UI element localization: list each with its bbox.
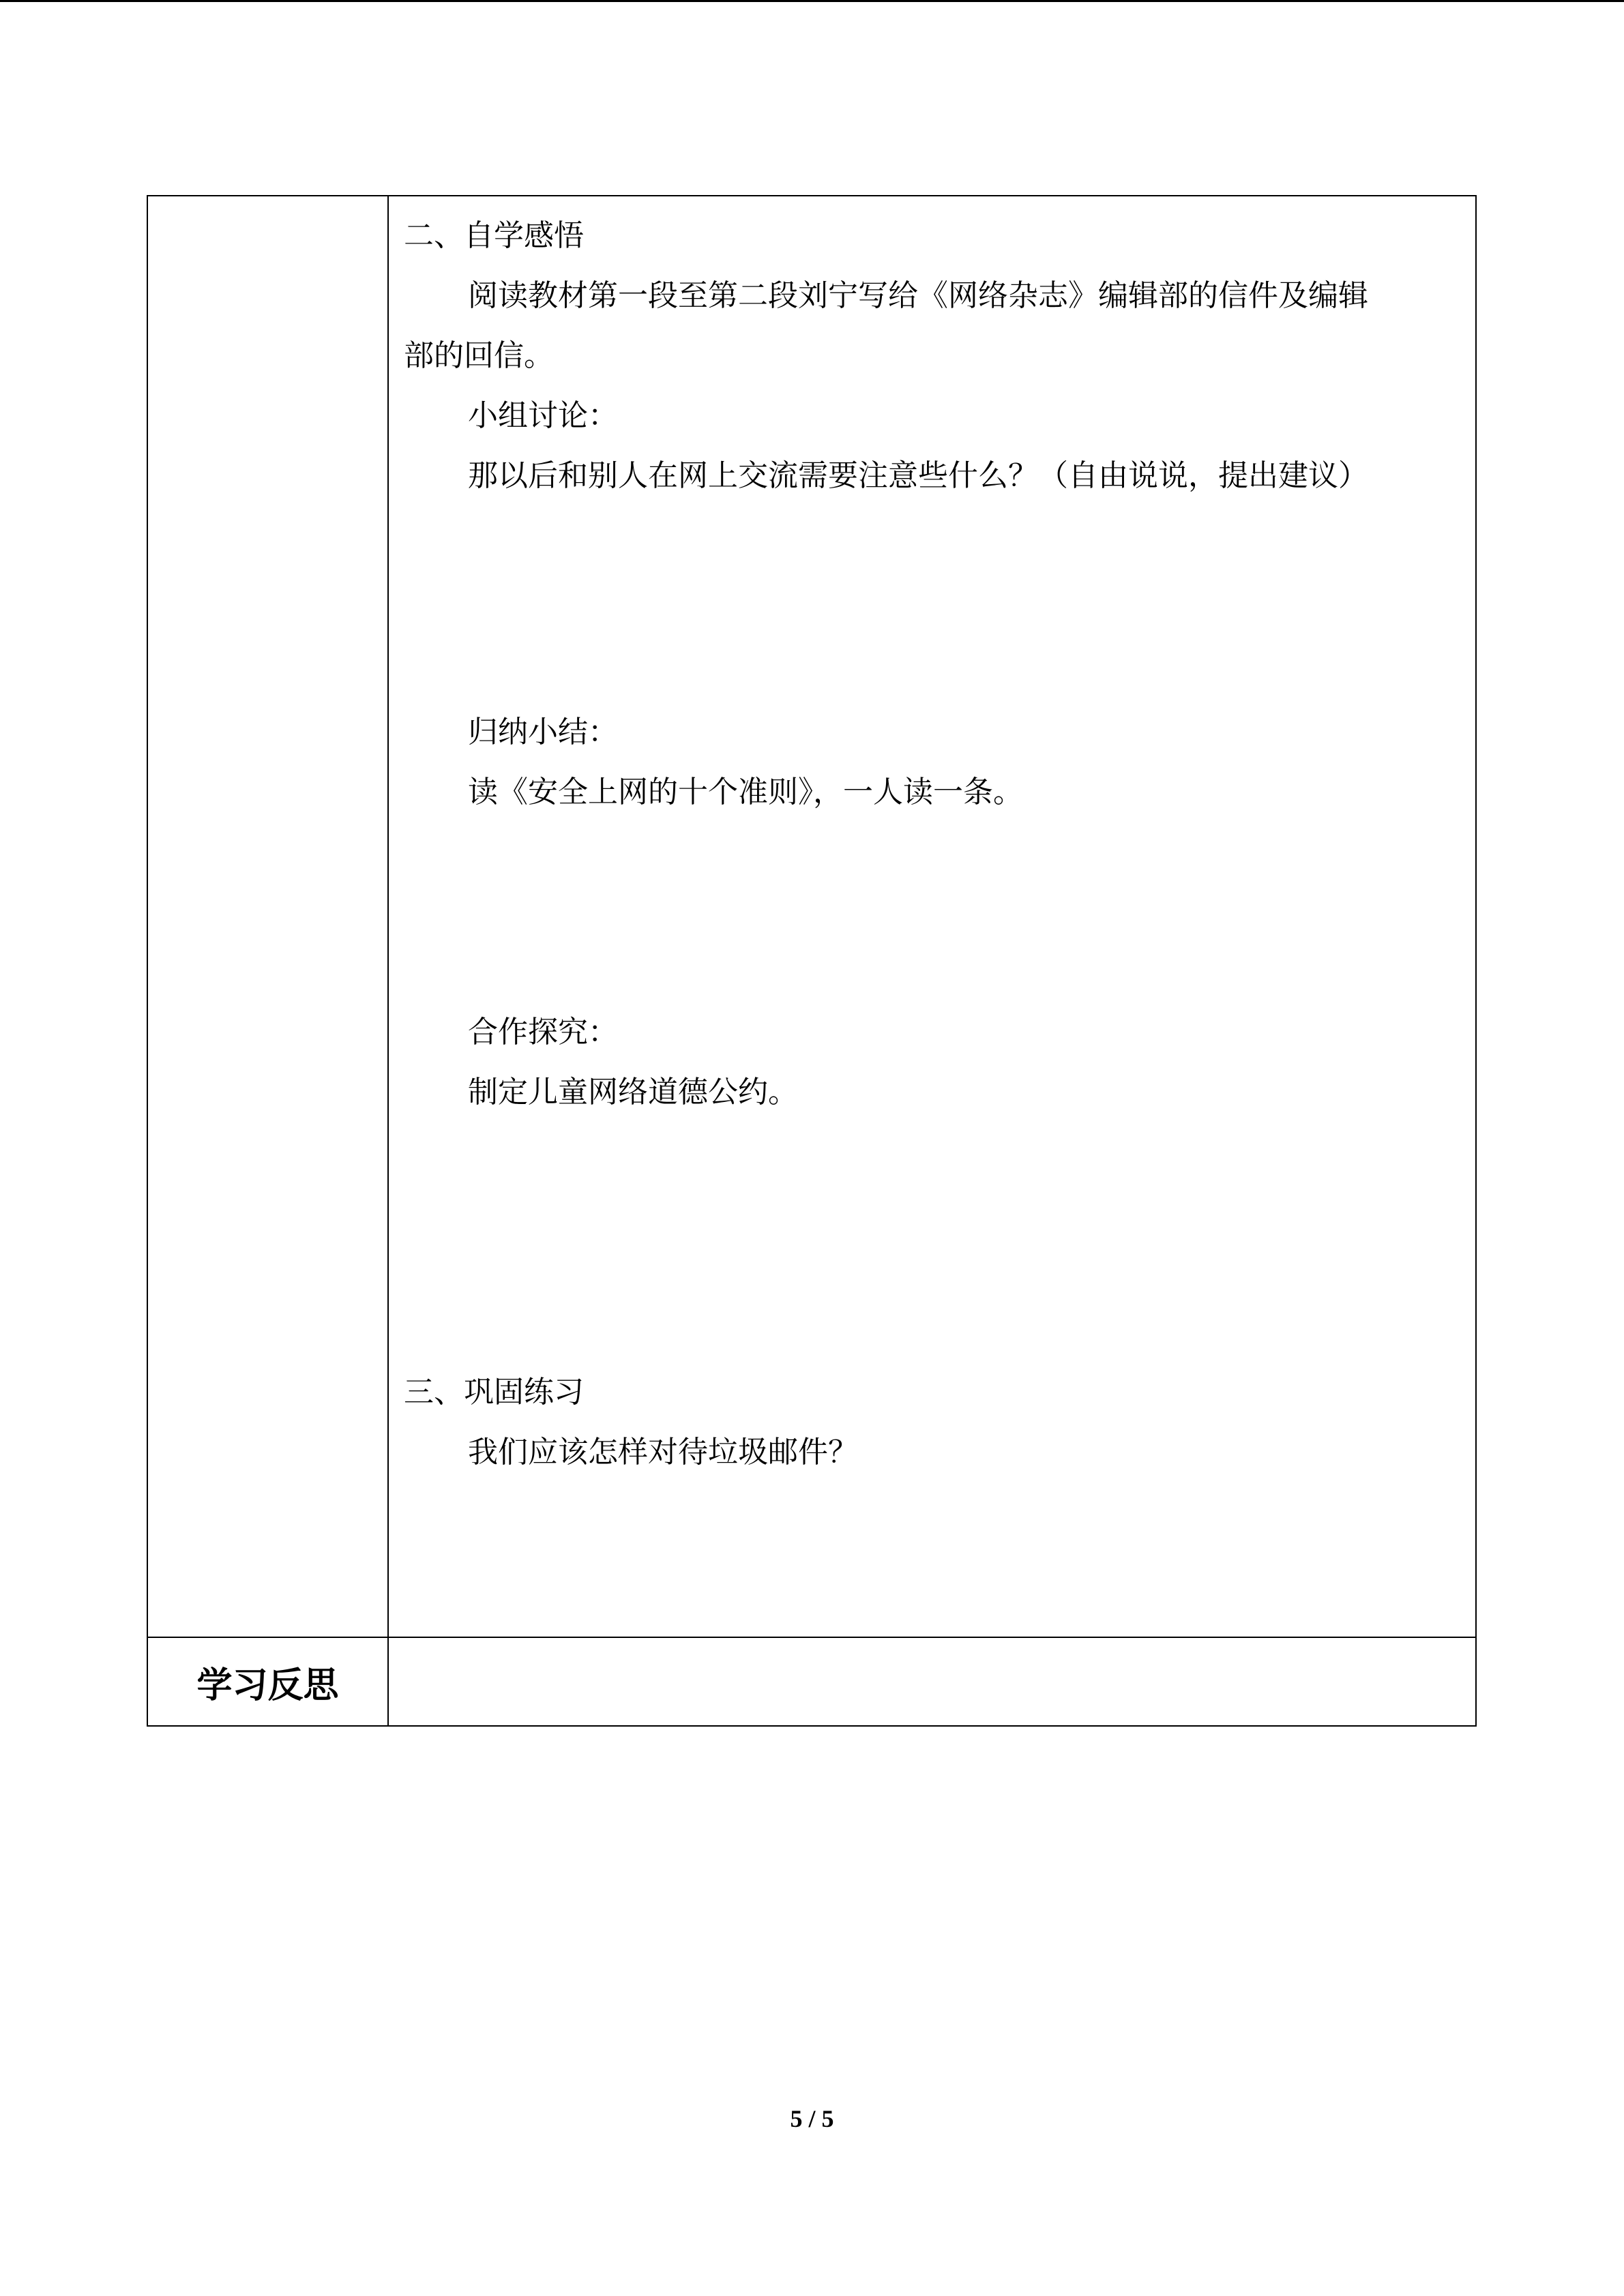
section-3-title: 三、巩固练习	[404, 1375, 584, 1410]
reading-instruction-line-1: 阅读教材第一段至第二段刘宁写给《网络杂志》编辑部的信件及编辑	[468, 278, 1368, 313]
top-border-rule	[0, 0, 1624, 2]
worksheet-table	[147, 195, 1477, 1727]
group-discussion-question: 那以后和别人在网上交流需要注意些什么？（自由说说，提出建议）	[468, 458, 1368, 493]
reflection-label: 学习反思	[196, 1665, 339, 1706]
section-2-title: 二、自学感悟	[404, 218, 584, 253]
group-discussion-label: 小组讨论：	[468, 398, 618, 433]
summary-text: 读《安全上网的十个准则》，一人读一条。	[468, 775, 1023, 809]
practice-question: 我们应该怎样对待垃圾邮件？	[468, 1435, 858, 1470]
page-number: 5 / 5	[790, 2105, 834, 2132]
summary-label: 归纳小结：	[468, 715, 618, 749]
reflection-field[interactable]	[389, 1638, 1475, 1725]
cooperative-inquiry-text: 制定儿童网络道德公约。	[468, 1075, 798, 1109]
learning-content-cell	[389, 196, 1475, 1637]
reading-instruction-line-2: 部的回信。	[404, 338, 554, 373]
cooperative-inquiry-label: 合作探究：	[468, 1015, 618, 1049]
